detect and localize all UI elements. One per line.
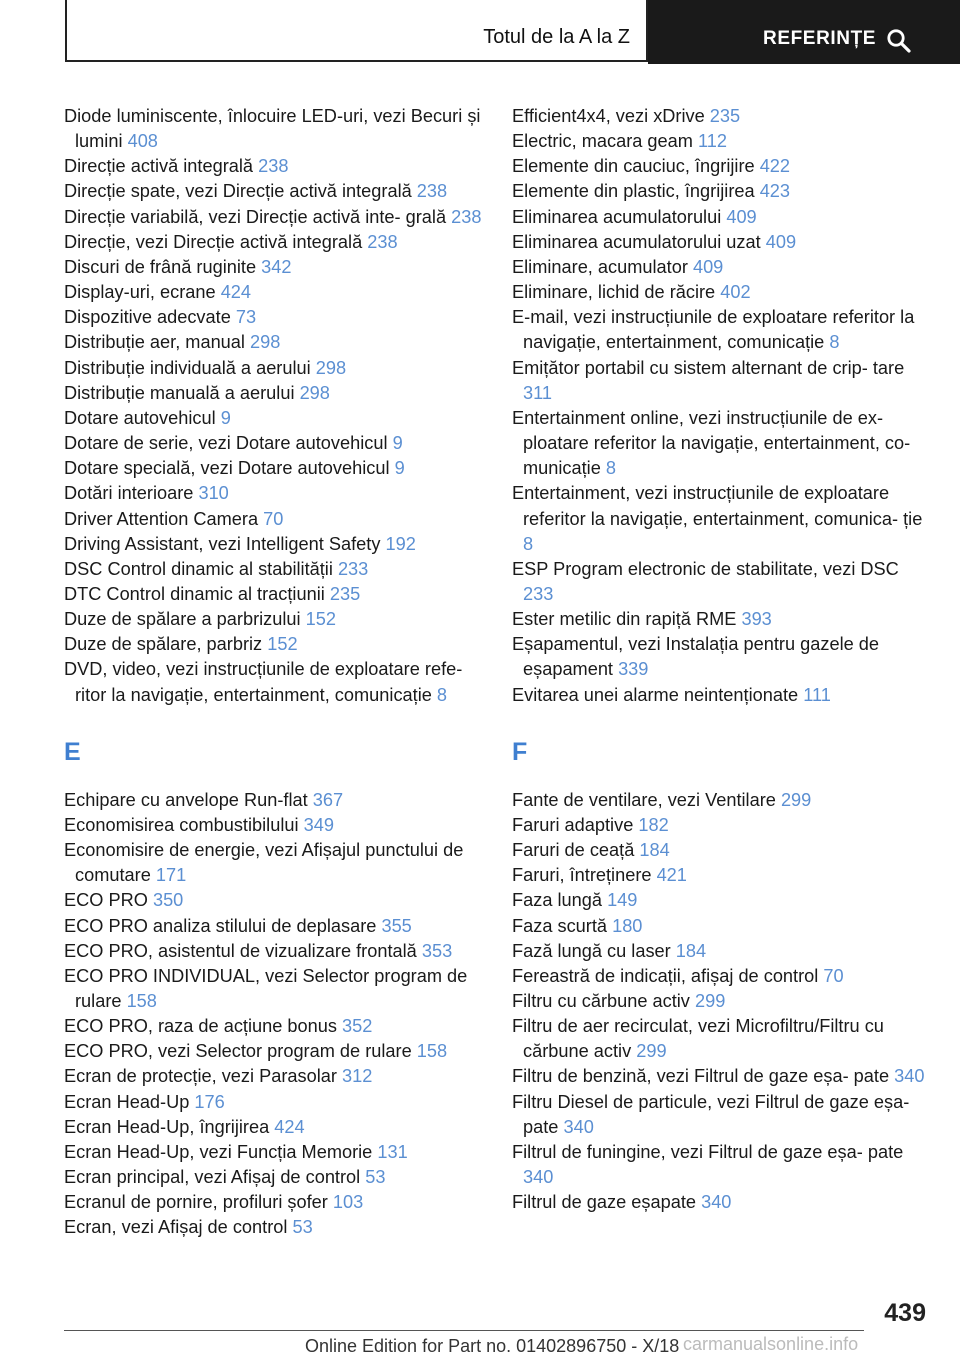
page-link[interactable]: 8 (523, 533, 534, 554)
references-tab[interactable] (648, 0, 960, 64)
index-entry (512, 1014, 932, 1064)
index-entry (64, 255, 494, 280)
entry-text: Faruri de ceață (512, 840, 635, 861)
page-link[interactable]: 182 (638, 814, 669, 835)
page-link[interactable]: 349 (303, 814, 334, 835)
index-column-left (64, 104, 494, 1241)
index-entry (64, 1190, 494, 1215)
page-link[interactable]: 409 (692, 256, 724, 277)
entry-text: DTC Control dinamic al tracțiunii (64, 583, 325, 604)
index-entry (512, 1140, 932, 1190)
section-tab (65, 0, 648, 62)
search-icon[interactable] (886, 28, 912, 54)
entry-text: Eliminare, lichid de răcire (512, 282, 716, 303)
references-label: REFERINȚE (763, 28, 877, 49)
index-entry (64, 456, 494, 481)
page-link[interactable]: 70 (823, 965, 844, 986)
page-link[interactable]: 149 (607, 890, 638, 911)
entry-text: Filtru cu cărbune activ (512, 991, 690, 1011)
entry-text: Fante de ventilare, vezi Ventilare (512, 789, 776, 810)
entry-text: Ecran Head-Up (64, 1091, 190, 1112)
index-entry (64, 280, 494, 305)
entry-text: Eliminarea acumulatorului (512, 206, 722, 227)
entry-text: Filtrul de gaze eșapate (512, 1192, 697, 1213)
index-entry (512, 939, 932, 964)
entry-text: Distribuție manuală a aerului (64, 382, 295, 403)
page-link[interactable]: 408 (127, 131, 158, 152)
page-link[interactable]: 152 (267, 634, 298, 655)
page-link[interactable]: 176 (194, 1091, 225, 1112)
page-link[interactable]: 158 (126, 991, 157, 1011)
index-entry (64, 557, 494, 582)
index-entry (512, 205, 932, 230)
page-link[interactable]: 235 (709, 106, 741, 126)
page-link[interactable]: 235 (329, 583, 361, 604)
index-entry (512, 154, 932, 179)
entry-text: E-mail, vezi instrucțiunile de exploatare referitor la navigație, entertainment, comunicație (512, 307, 915, 353)
index-entry (64, 582, 494, 607)
page-link[interactable]: 8 (436, 684, 448, 705)
page-link[interactable]: 340 (894, 1066, 925, 1087)
index-entry (64, 205, 494, 230)
page-link[interactable]: 298 (315, 357, 347, 378)
entry-text: Faruri, întreținere (512, 865, 652, 886)
entry-text: Faza lungă (512, 890, 602, 911)
index-entry (64, 607, 494, 632)
index-entry (64, 381, 494, 406)
index-entry (512, 1190, 932, 1215)
index-entry (512, 255, 932, 280)
index-entry (64, 657, 494, 707)
index-entry (512, 914, 932, 939)
entry-text: Ecran, vezi Afișaj de control (64, 1217, 288, 1238)
index-entry (512, 863, 932, 888)
entry-text: Efficient4x4, vezi xDrive (512, 106, 705, 126)
page-link[interactable]: 409 (726, 206, 757, 227)
index-entry (64, 179, 494, 204)
index-entry (64, 330, 494, 355)
page-link[interactable]: 355 (381, 915, 412, 936)
page-link[interactable]: 73 (235, 307, 257, 328)
index-column-right (512, 104, 932, 1215)
page-link[interactable]: 158 (416, 1041, 448, 1062)
page-header (65, 0, 960, 64)
index-entry (64, 1215, 494, 1240)
page-link[interactable]: 9 (392, 433, 403, 454)
page-link[interactable]: 53 (365, 1167, 386, 1188)
page-link[interactable]: 152 (305, 609, 336, 630)
entry-text: Direcție, vezi Direcție activă integrală (64, 231, 363, 252)
index-entry (64, 406, 494, 431)
index-entry (64, 888, 494, 913)
index-entry (64, 481, 494, 506)
page-link[interactable]: 53 (292, 1217, 313, 1238)
page-link[interactable]: 367 (312, 789, 344, 810)
page-link[interactable]: 353 (421, 940, 453, 961)
page-link[interactable]: 184 (639, 840, 670, 861)
entry-text: Faruri adaptive (512, 814, 634, 835)
entry-text: Display-uri, ecrane (64, 282, 216, 303)
entry-text: Ecran Head-Up, îngrijirea (64, 1116, 270, 1137)
entry-text: Filtru de benzină, vezi Filtrul de gaze eșa‐ pate (512, 1066, 890, 1087)
entry-text: ECO PRO, raza de acțiune bonus (64, 1016, 337, 1037)
entry-text: Electric, macara geam (512, 131, 693, 152)
section-letter: E (64, 737, 81, 766)
entry-text: Ecran Head-Up, vezi Funcția Memorie (64, 1141, 373, 1162)
entry-text: Eliminarea acumulatorului uzat (512, 231, 761, 252)
index-entry (512, 989, 932, 1014)
entry-text: ECO PRO analiza stilului de deplasare (64, 915, 377, 936)
index-entry (512, 406, 932, 481)
page-link[interactable]: 298 (250, 332, 281, 353)
index-entry (512, 230, 932, 255)
entry-text: Filtru Diesel de particule, vezi Filtrul de gaze eșa‐ pate (512, 1091, 910, 1137)
page-link[interactable]: 298 (299, 382, 330, 403)
entry-text: Faza scurtă (512, 915, 608, 936)
index-entry (64, 532, 494, 557)
entry-text: Entertainment online, vezi instrucțiunile de ex‐ ploatare referitor la navigație, entertainment, co‐ municație (512, 407, 911, 479)
index-entry (64, 813, 494, 838)
page-link[interactable]: 112 (698, 131, 727, 152)
index-entry (64, 939, 494, 964)
index-entry (512, 481, 932, 556)
entry-text: Distribuție aer, manual (64, 332, 245, 353)
page-link[interactable]: 402 (720, 282, 751, 303)
page-link[interactable]: 103 (332, 1192, 364, 1213)
index-entry (512, 305, 932, 355)
page-link[interactable]: 299 (694, 991, 726, 1011)
index-entry (512, 280, 932, 305)
index-entry (512, 788, 932, 813)
index-entry (64, 1115, 494, 1140)
entry-text: Elemente din cauciuc, îngrijire (512, 156, 755, 177)
page-link[interactable]: 9 (394, 458, 405, 479)
index-entry (64, 230, 494, 255)
entry-text: Ecranul de pornire, profiluri șofer (64, 1192, 328, 1213)
entry-text: Elemente din plastic, îngrijirea (512, 181, 755, 202)
index-entry (64, 1140, 494, 1165)
page-link[interactable]: 238 (451, 206, 482, 227)
entry-text: ECO PRO, vezi Selector program de rulare (64, 1041, 412, 1062)
entry-text: Driving Assistant, vezi Intelligent Safety (64, 533, 381, 554)
page-link[interactable]: 421 (656, 865, 687, 886)
page-link[interactable]: 9 (220, 407, 231, 428)
index-entry (64, 305, 494, 330)
index-entry (512, 356, 932, 406)
page-link[interactable]: 299 (780, 789, 812, 810)
page-link[interactable]: 340 (701, 1192, 732, 1213)
entry-text: Dotare autovehicul (64, 407, 216, 428)
entry-text: Duze de spălare, parbriz (64, 634, 263, 655)
entry-text: Direcție spate, vezi Direcție activă integrală (64, 181, 412, 202)
section-title: Totul de la A la Z (483, 26, 630, 48)
index-entry (64, 1090, 494, 1115)
index-entry (64, 1014, 494, 1039)
entry-text: Emițător portabil cu sistem alternant de crip‐ tare (512, 357, 905, 378)
index-entry (512, 813, 932, 838)
index-entry (512, 129, 932, 154)
entry-text: DSC Control dinamic al stabilității (64, 558, 333, 579)
index-entry (64, 788, 494, 813)
index-entry (512, 179, 932, 204)
index-entry (64, 1165, 494, 1190)
page-link[interactable]: 352 (342, 1016, 373, 1037)
page-link[interactable]: 342 (261, 256, 292, 277)
index-entry (64, 154, 494, 179)
index-entry (512, 1064, 932, 1089)
entry-text: Distribuție individuală a aerului (64, 357, 311, 378)
index-entry (512, 557, 932, 607)
entry-text: Echipare cu anvelope Run-flat (64, 789, 308, 810)
page-link[interactable]: 422 (759, 156, 791, 177)
entry-text: Ecran de protecție, vezi Parasolar (64, 1066, 337, 1087)
page-link[interactable]: 8 (829, 332, 840, 353)
entry-text: Filtru de aer recirculat, vezi Microfiltru/Filtru cu cărbune activ (512, 1016, 884, 1062)
page-link[interactable]: 233 (523, 583, 554, 604)
index-entry (64, 838, 494, 888)
page-link[interactable]: 393 (741, 609, 772, 630)
entry-text: Duze de spălare a parbrizului (64, 609, 301, 630)
entry-text: ECO PRO INDIVIDUAL, vezi Selector program de rulare (64, 965, 468, 1011)
index-entry (64, 104, 494, 154)
index-entry (512, 104, 932, 129)
entry-text: Direcție variabilă, vezi Direcție activă inte‐ grală (64, 206, 447, 227)
entry-text: Fază lungă cu laser (512, 940, 671, 961)
entry-text: Driver Attention Camera (64, 508, 259, 529)
edition-note: Online Edition for Part no. 01402896750 - X/18 (305, 1336, 680, 1356)
index-entry (64, 1064, 494, 1089)
page-link[interactable]: 424 (274, 1116, 305, 1137)
entry-text: Eșapamentul, vezi Instalația pentru gazele de eșapament (512, 634, 880, 680)
watermark: carmanualsonline.info (683, 1334, 859, 1354)
index-entry (64, 964, 494, 1014)
entry-text: Dispozitive adecvate (64, 307, 231, 328)
page-link[interactable]: 171 (155, 865, 187, 886)
page-link[interactable]: 350 (152, 890, 184, 911)
index-entry (64, 914, 494, 939)
entry-text: Dotări interioare (64, 483, 194, 504)
entry-text: Filtrul de funingine, vezi Filtrul de gaze eșa‐ pate (512, 1141, 904, 1162)
page-link[interactable]: 70 (263, 508, 284, 529)
page-link[interactable]: 238 (416, 181, 448, 202)
index-entry (512, 607, 932, 632)
page-link[interactable]: 184 (675, 940, 707, 961)
page-link[interactable]: 340 (563, 1116, 594, 1137)
index-entry (64, 507, 494, 532)
entry-text: Eliminare, acumulator (512, 256, 688, 277)
index-entry (64, 632, 494, 657)
page-link[interactable]: 310 (198, 483, 229, 504)
page-link[interactable]: 312 (342, 1066, 373, 1087)
page-link[interactable]: 311 (523, 382, 552, 403)
entry-text: Dotare specială, vezi Dotare autovehicul (64, 458, 390, 479)
entry-text: Diode luminiscente, înlocuire LED-uri, vezi Becuri și lumini (64, 106, 481, 152)
page-link[interactable]: 409 (765, 231, 797, 252)
entry-text: Economisire de energie, vezi Afișajul punctului de comutare (64, 840, 464, 886)
page-link[interactable]: 8 (605, 458, 617, 479)
index-entry (512, 632, 932, 682)
page-link[interactable]: 233 (337, 558, 369, 579)
entry-text: Fereastră de indicații, afișaj de control (512, 965, 819, 986)
index-entry (64, 1039, 494, 1064)
page-number: 439 (884, 1299, 926, 1327)
page-link[interactable]: 238 (367, 231, 398, 252)
page-link[interactable]: 340 (523, 1167, 554, 1188)
page-link[interactable]: 111 (803, 684, 831, 705)
section-letter: F (512, 737, 528, 766)
index-entry (64, 356, 494, 381)
entry-text: Evitarea unei alarme neintenționate (512, 684, 799, 705)
footer-divider (64, 1330, 864, 1331)
page-link[interactable]: 299 (636, 1041, 667, 1062)
page-link[interactable]: 192 (385, 533, 416, 554)
entry-text: ECO PRO, asistentul de vizualizare frontală (64, 940, 417, 961)
page-link[interactable]: 424 (220, 282, 252, 303)
page-link[interactable]: 131 (377, 1141, 408, 1162)
entry-text: Ecran principal, vezi Afișaj de control (64, 1167, 361, 1188)
page-link[interactable]: 238 (258, 156, 289, 177)
index-entry (512, 1090, 932, 1140)
entry-text: Direcție activă integrală (64, 156, 254, 177)
entry-text: Ester metilic din rapiță RME (512, 609, 737, 630)
entry-text: Economisirea combustibilului (64, 814, 299, 835)
page-link[interactable]: 180 (612, 915, 643, 936)
entry-text: Dotare de serie, vezi Dotare autovehicul (64, 433, 388, 454)
index-entry (512, 683, 932, 708)
page-link[interactable]: 423 (759, 181, 791, 202)
entry-text: ESP Program electronic de stabilitate, vezi DSC (512, 558, 899, 579)
page-link[interactable]: 339 (618, 659, 649, 680)
entry-text: ECO PRO (64, 890, 148, 911)
entry-text: Discuri de frână ruginite (64, 256, 257, 277)
entry-text: Entertainment, vezi instrucțiunile de exploatare referitor la navigație, entertainment, comunica‐ ție (512, 483, 923, 529)
index-entry (512, 838, 932, 863)
index-entry (512, 888, 932, 913)
index-entry (512, 964, 932, 989)
entry-text: DVD, video, vezi instrucțiunile de exploatare refe‐ ritor la navigație, entertainment, comunicație (64, 659, 463, 705)
index-entry (64, 431, 494, 456)
